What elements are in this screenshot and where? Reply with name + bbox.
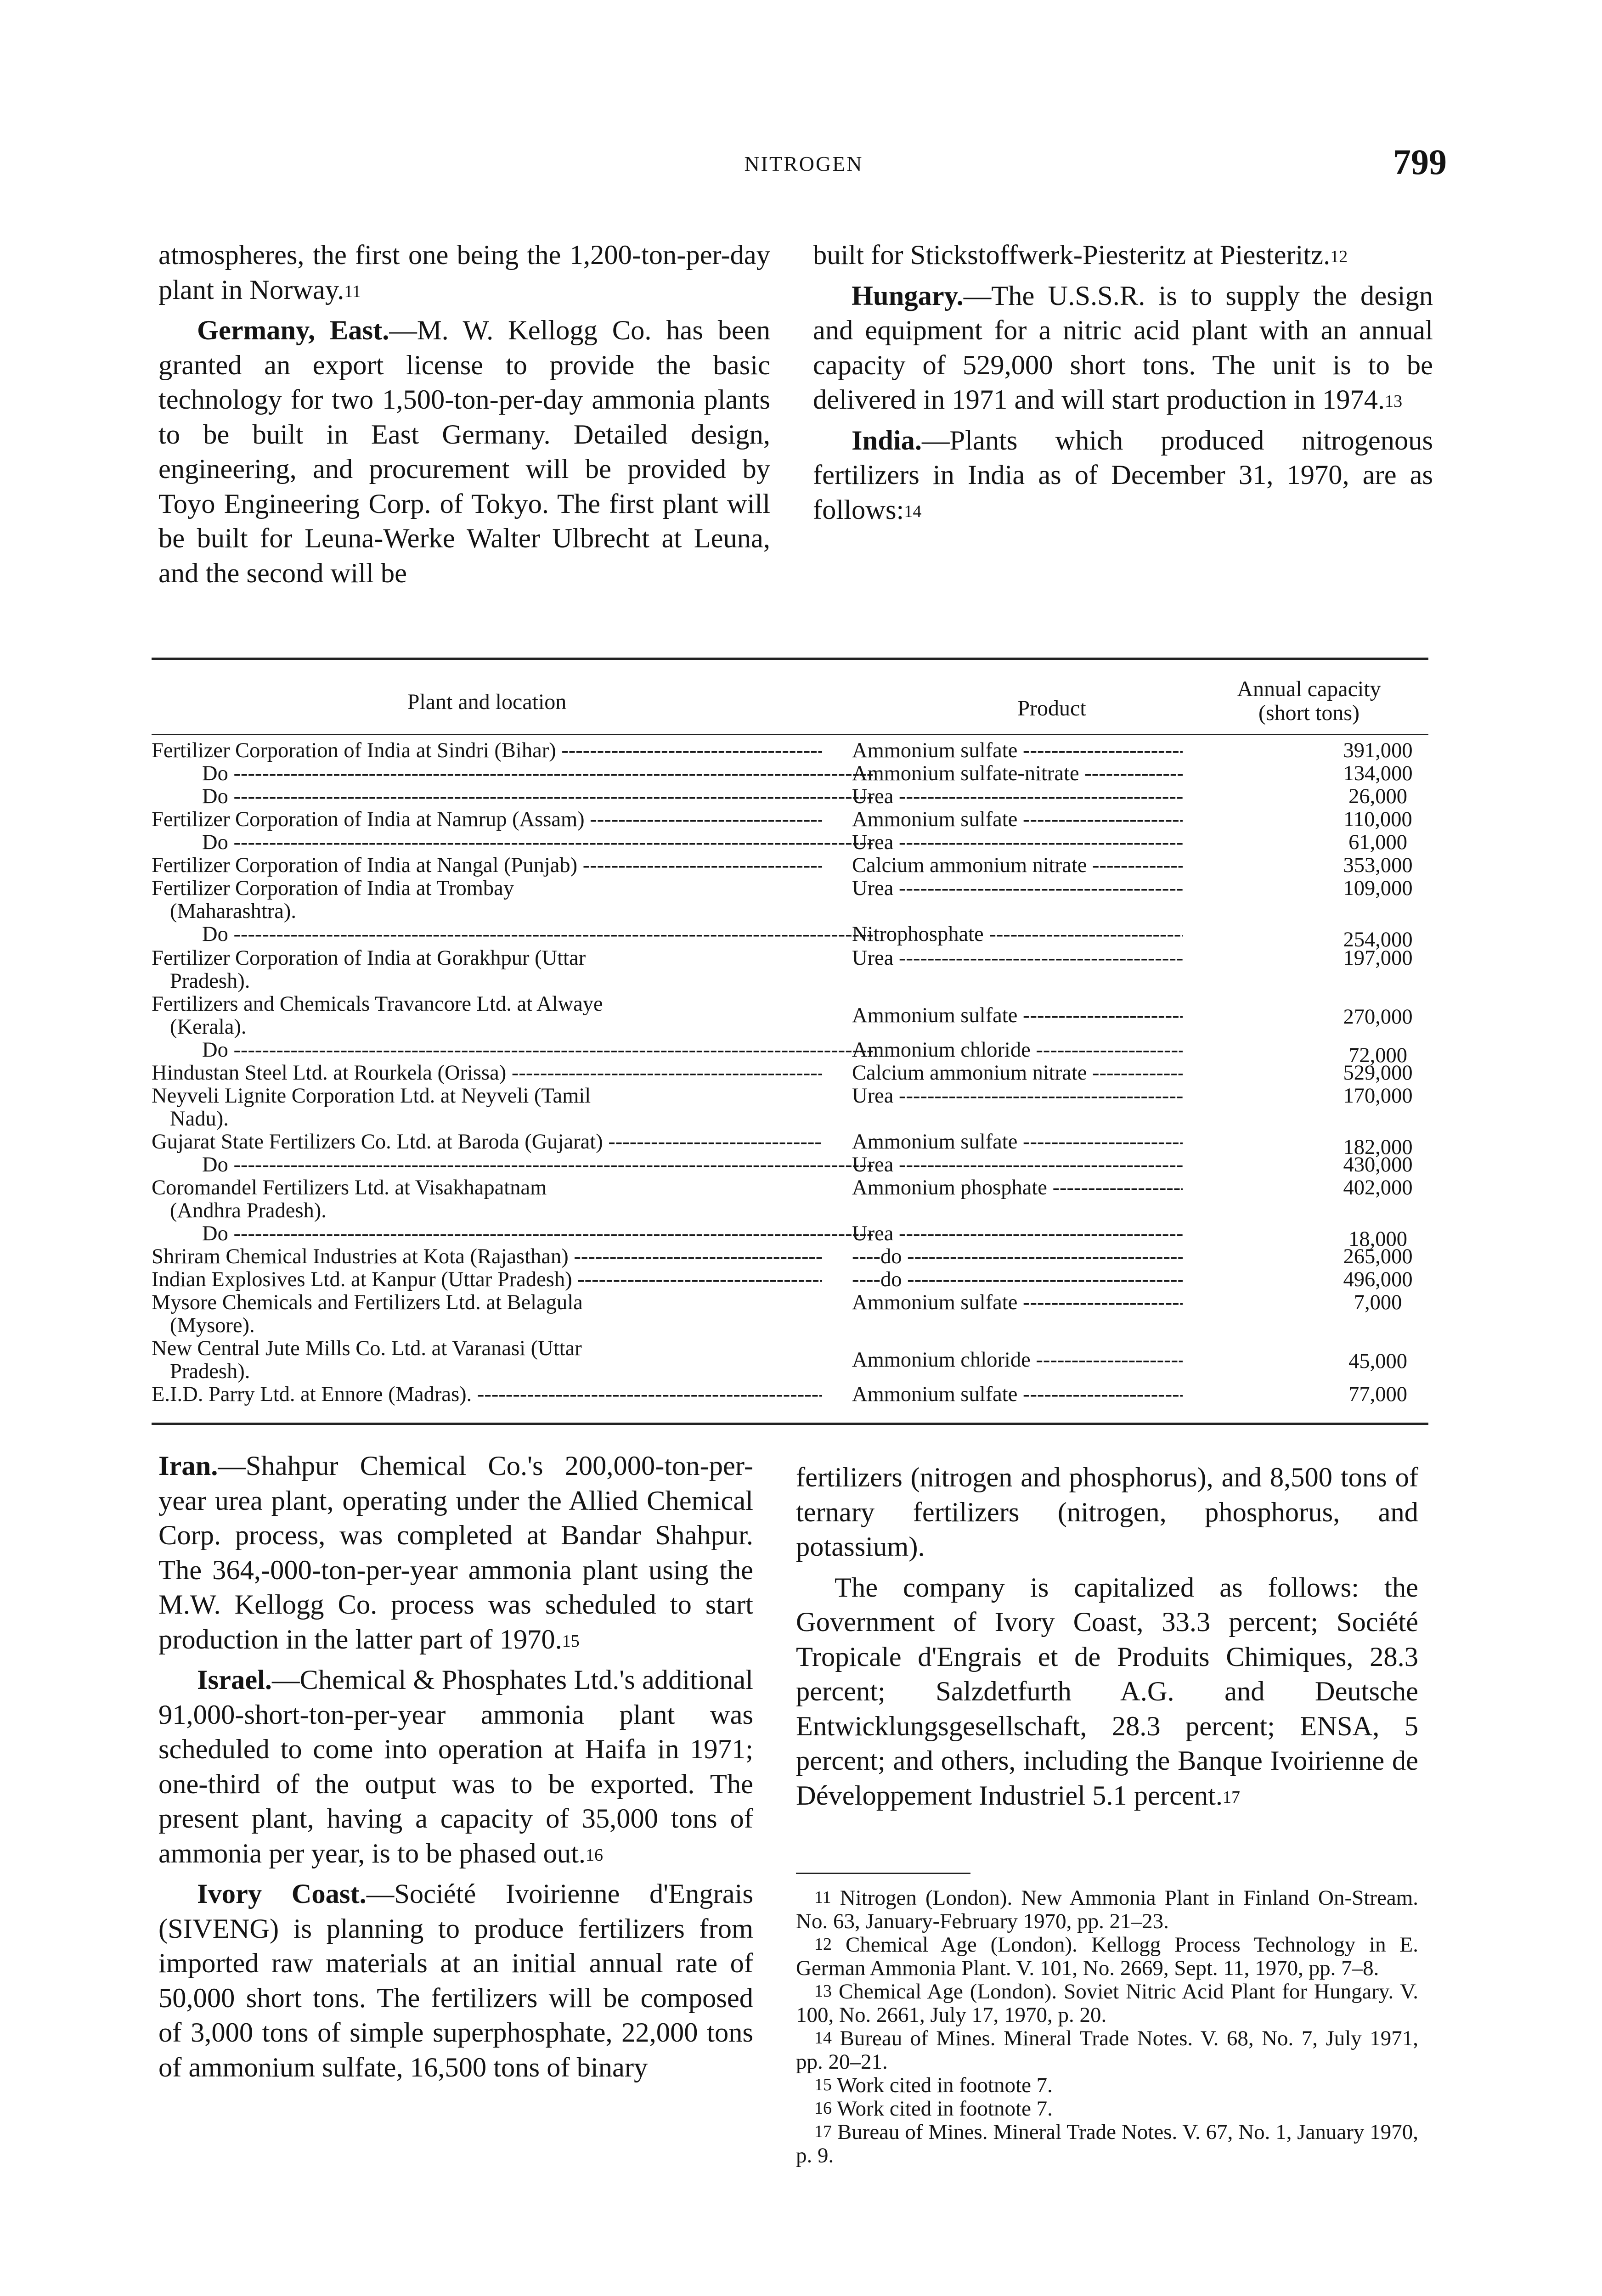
table-row-continuation: (Maharashtra). <box>170 900 296 923</box>
footnote-ref: 14 <box>904 501 922 521</box>
footnote: $^{11}$ Nitrogen (London). New Ammonia Plant in Finland On-Stream. No. 63, January-February 1970, pp. 21–23. <box>796 1886 1418 1933</box>
table-row-continuation: (Kerala). <box>170 1015 247 1039</box>
left-column-top <box>158 238 770 597</box>
section-heading: India. <box>852 425 922 456</box>
footnote: $^{14}$ Bureau of Mines. Mineral Trade Notes. V. 68, No. 7, July 1971, pp. 20–21. <box>796 2026 1418 2074</box>
ditto-dashes: ---- <box>852 1245 880 1268</box>
table-row-continuation: Pradesh). <box>170 969 250 993</box>
paragraph-norway: atmospheres, the first one being the 1,200-ton-per-day plant in Norway.$^{11}$ <box>158 240 770 305</box>
paragraph-hungary: Hungary.—The U.S.S.R. is to supply the design and equipment for a nitric acid plant with an annual capacity of 529,000 short tons. The unit is to be delivered in 1971 and will start production in 1974.13 <box>813 280 1433 415</box>
paragraph-india: India.—Plants which produced nitrogenous fertilizers in India as of December 31, 1970, are as follows:$^{14}$ <box>813 425 1433 525</box>
left-column-bottom <box>158 1449 753 2091</box>
table-row-continuation: Nadu). <box>170 1107 229 1131</box>
footnote-ref: 15 <box>562 1631 580 1651</box>
paragraph-fertilizers: fertilizers (nitrogen and phosphorus), and 8,500 tons of ternary fertilizers (nitrogen, phosphorus, and potassium). <box>796 1462 1418 1562</box>
section-heading: Iran. <box>158 1451 218 1481</box>
table-header-rule <box>152 734 1428 735</box>
paragraph-iran: Iran.—Shahpur Chemical Co.'s 200,000-ton-per-year urea plant, operating under the Allied Chemical Corp. process, was completed at Bandar Shahpur. The 364,-000-ton-per-year ammonia plant using the M.W. Kellogg Co. process was scheduled to start production in the latter part of 1970.15 <box>158 1451 753 1655</box>
table-row-continuation: Pradesh). <box>170 1360 250 1383</box>
footnote: $^{16}$ Work cited in footnote 7. <box>814 2097 1053 2121</box>
section-heading: Israel. <box>197 1665 272 1695</box>
footnote-ref: 16 <box>586 1845 604 1865</box>
footnote-ref: 11 <box>344 281 361 301</box>
running-head: NITROGEN <box>744 152 863 175</box>
table-top-rule <box>152 658 1428 660</box>
table-row-continuation: (Mysore). <box>170 1314 255 1337</box>
footnote: $^{13}$ Chemical Age (London). Soviet Nitric Acid Plant for Hungary. V. 100, No. 2661, July 17, 1970, p. 20. <box>796 1980 1419 2027</box>
header-product: Product <box>1017 696 1086 720</box>
section-heading: Germany, East. <box>197 315 389 346</box>
footnotes <box>796 1886 1418 2167</box>
footnote: $^{15}$ Work cited in footnote 7. <box>814 2073 1053 2097</box>
right-column-top <box>813 238 1433 533</box>
footnote-rule <box>796 1873 970 1874</box>
footnote-ref: 13 <box>1385 392 1403 411</box>
paragraph-ivory-coast: Ivory Coast.—Société Ivoirienne d'Engrais (SIVENG) is planning to produce fertilizers from imported raw materials at an initial annual rate of 50,000 short tons. The fertilizers will be composed of 3,000 tons of simple superphosphate, 22,000 tons of ammonium sulfate, 16,500 tons of binary <box>158 1879 753 2083</box>
section-heading: Ivory Coast. <box>197 1879 367 1909</box>
header-plant: Plant and location <box>407 690 567 714</box>
table-row-continuation: (Andhra Pradesh). <box>170 1199 327 1222</box>
footnote: $^{12}$ Chemical Age (London). Kellogg Process Technology in E. German Ammonia Plant. V. 101, No. 2669, Sept. 11, 1970, pp. 7–8. <box>796 1933 1419 1980</box>
paragraph-israel: Israel.—Chemical & Phosphates Ltd.'s additional 91,000-short-ton-per-year ammonia plant was scheduled to come into operation at Haifa in 1971; one-third of the output was to be exported. The present plant, having a capacity of 35,000 tons of ammonia per year, is to be phased out.$^{16}$ <box>158 1665 753 1869</box>
footnote-ref: 17 <box>1223 1787 1241 1807</box>
header-capacity: Annual capacity (short tons) <box>1237 677 1381 725</box>
table-bottom-rule <box>152 1423 1428 1425</box>
section-heading: Hungary. <box>852 280 964 311</box>
footnote-ref: 12 <box>1330 247 1348 266</box>
footnote: $^{17}$ Bureau of Mines. Mineral Trade Notes. V. 67, No. 1, January 1970, p. 9. <box>796 2120 1418 2167</box>
paragraph-germany: Germany, East.—M. W. Kellogg Co. has been granted an export license to provide the basic technology for two 1,500-ton-per-day ammonia plants to be built in East Germany. Detailed design, engineering, and procurement will be provided by Toyo Engineering Corp. of Tokyo. The first plant will be built for Leuna-Werke Walter Ulbrecht at Leuna, and the second will be <box>158 315 771 589</box>
paragraph-piesteritz: built for Stickstoffwerk-Piesteritz at Piesteritz.$^{12}$ <box>813 240 1348 270</box>
page-number: 799 <box>1393 142 1447 182</box>
paragraph-capitalization: The company is capitalized as follows: the Government of Ivory Coast, 33.3 percent; Société Tropicale d'Engrais et de Produits Chimiques, 28.3 percent; Salzdetfurth A.G. and Deutsche Entwicklungsgesellschaft, 28.3 percent; ENSA, 5 percent; and others, including the Banque Ivoirienne de Développement Industriel 5.1 percent.$^{17}$ <box>796 1572 1418 1811</box>
ditto-dashes: ---- <box>852 1268 880 1291</box>
right-column-bottom <box>796 1460 1418 1819</box>
